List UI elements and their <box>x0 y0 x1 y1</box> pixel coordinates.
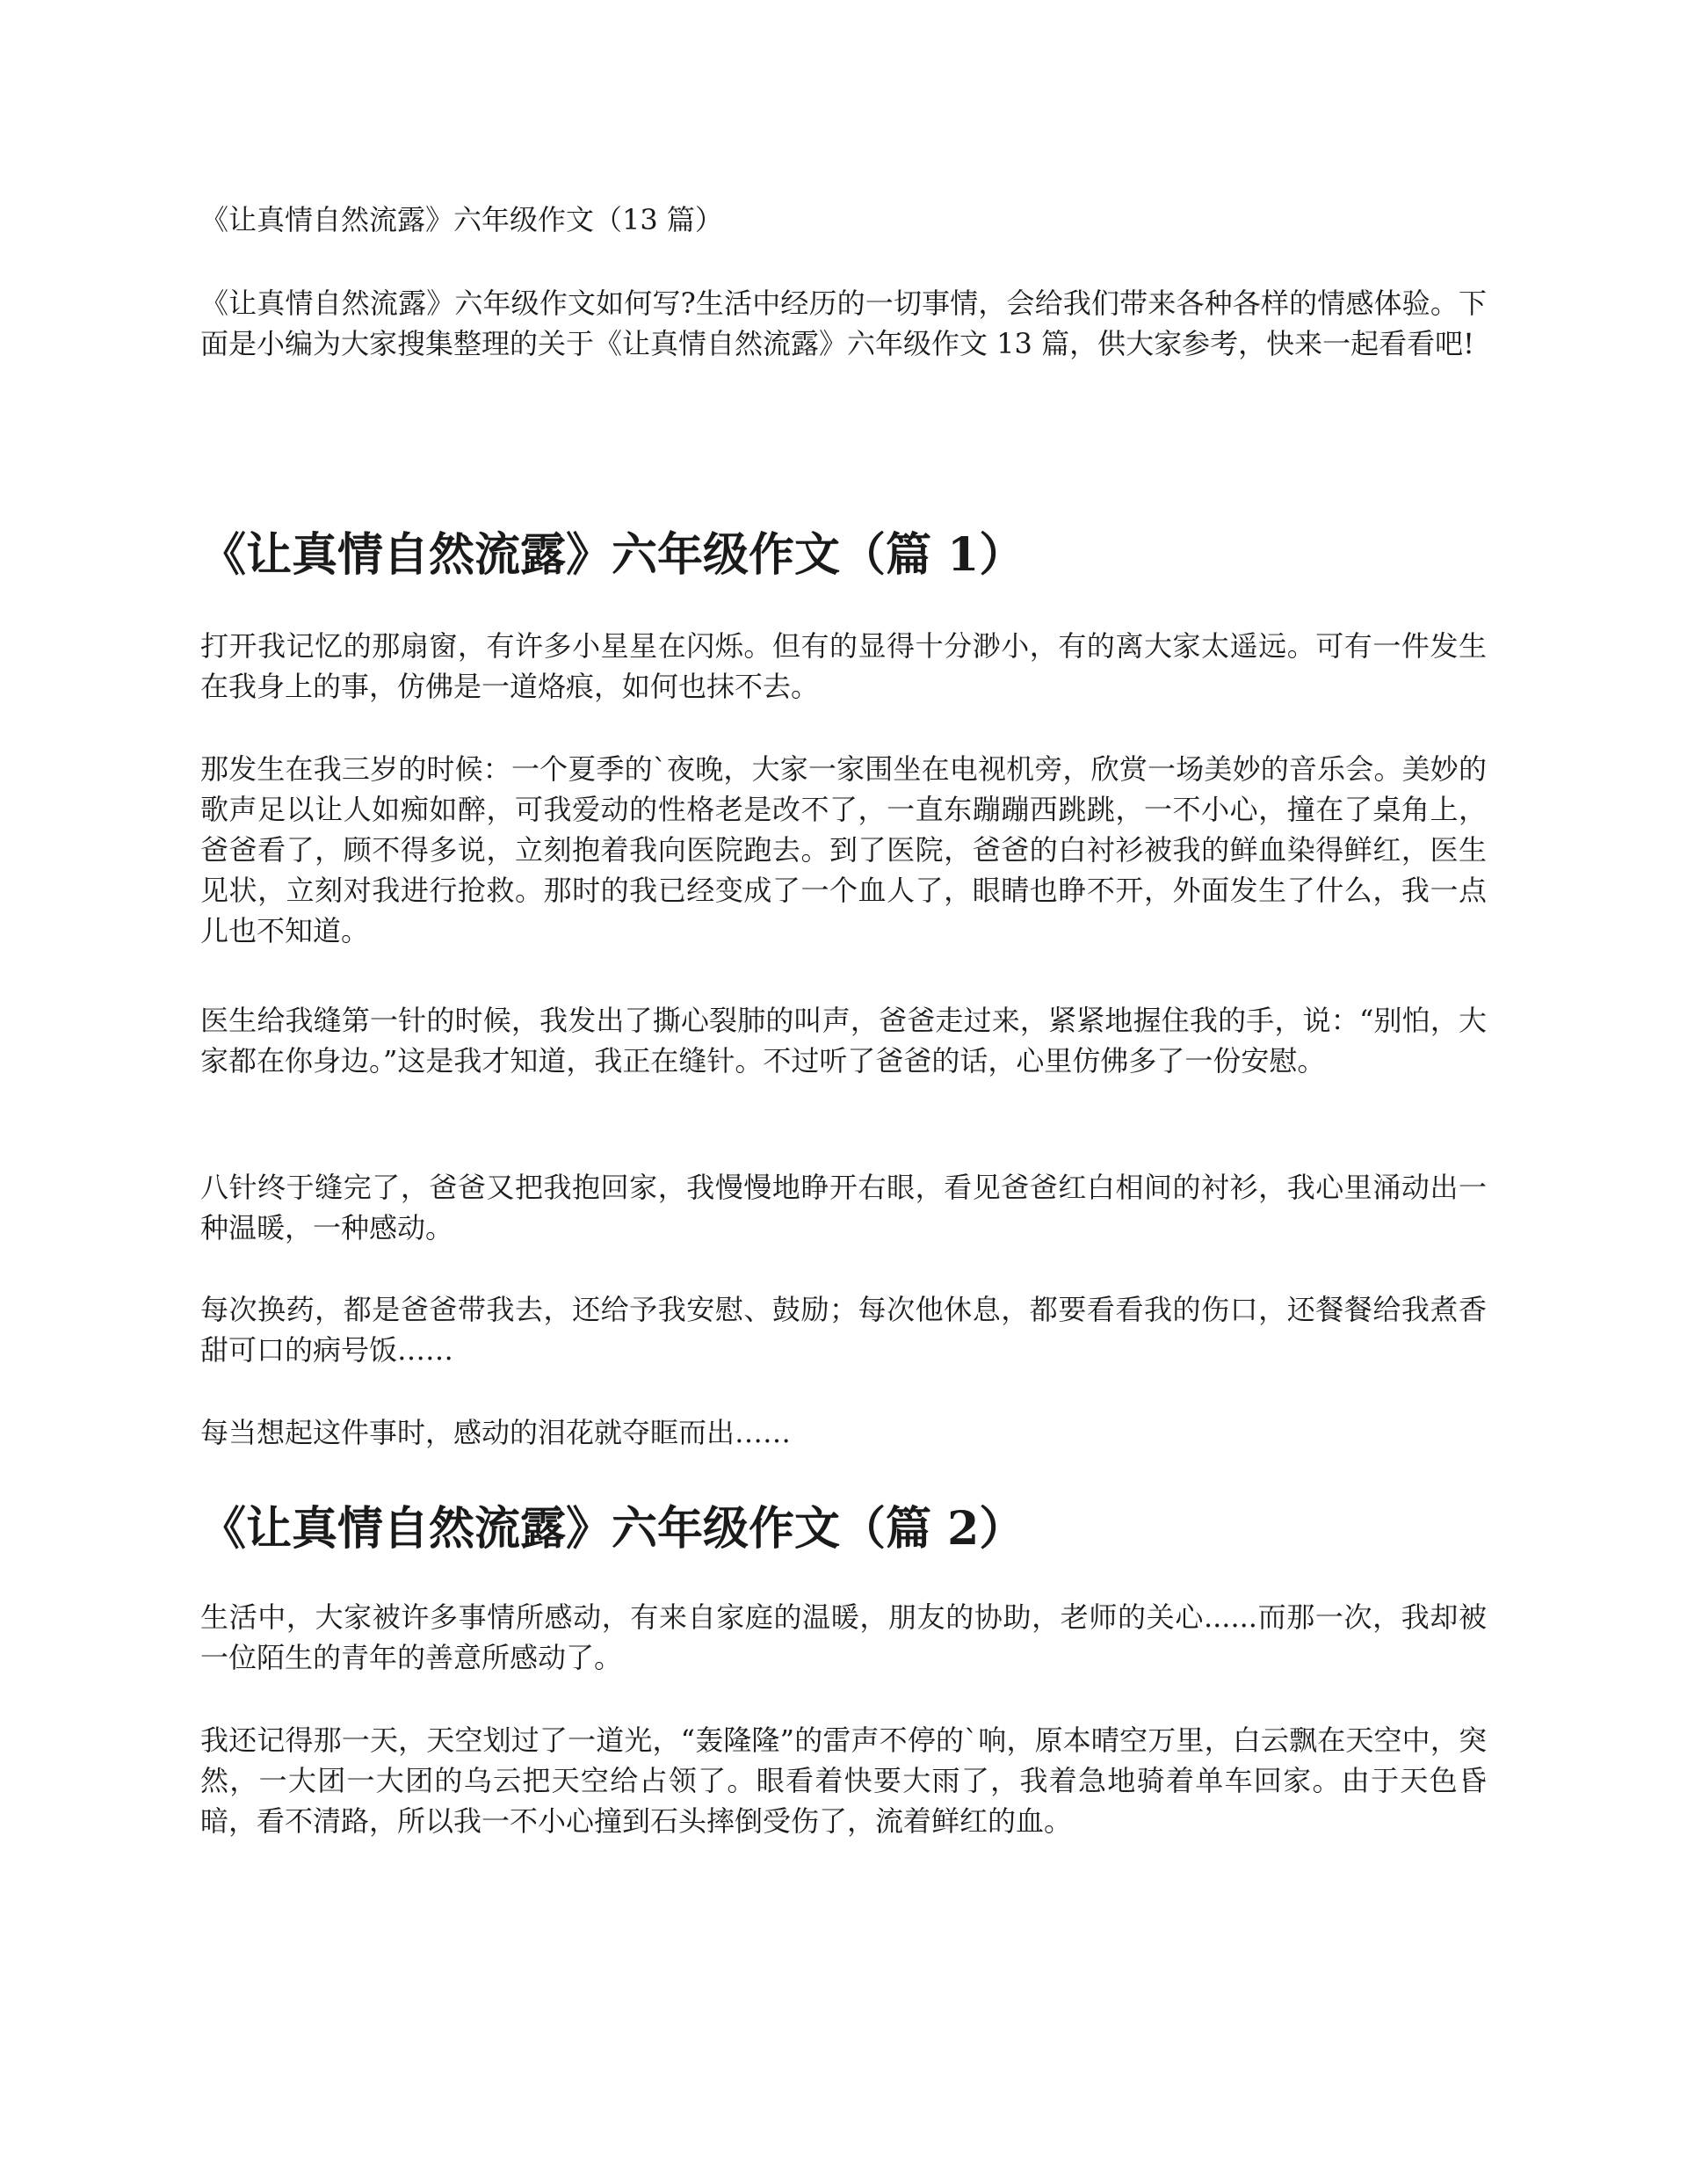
essay-1-paragraph-6: 每当想起这件事时，感动的泪花就夺眶而出…… <box>200 1416 792 1449</box>
essay-1-paragraph-2: 那发生在我三岁的时候：一个夏季的`夜晚，大家一家围坐在电视机旁，欣赏一场美妙的音乐会。美妙的歌声足以让人如痴如醉，可我爱动的性格老是改不了，一直东蹦蹦西跳跳，一不小心，撞在了桌角上，爸爸看了，顾不得多说，立刻抱着我向医院跑去。到了医院，爸爸的白衬衫被我的鲜血染得鲜红，医生见状，立刻对我进行抢救。那时的我已经变成了一个血人了，眼睛也睁不开，外面发生了什么，我一点儿也不知道。 <box>200 752 1487 947</box>
essay-2-paragraph-1: 生活中，大家被许多事情所感动，有来自家庭的温暖，朋友的协助，老师的关心......而那一次，我却被一位陌生的青年的善意所感动了。 <box>200 1600 1487 1674</box>
essay-1-paragraph-4: 八针终于缝完了，爸爸又把我抱回家，我慢慢地睁开右眼，看见爸爸红白相间的衬衫，我心里涌动出一种温暖，一种感动。 <box>200 1171 1487 1244</box>
essay-1-paragraph-1: 打开我记忆的那扇窗，有许多小星星在闪烁。但有的显得十分渺小，有的离大家太遥远。可有一件发生在我身上的事，仿佛是一道烙痕，如何也抹不去。 <box>200 629 1487 703</box>
essay-1-heading: 《让真情自然流露》六年级作文（篇 1） <box>200 528 1025 582</box>
intro-paragraph: 《让真情自然流露》六年级作文如何写?生活中经历的一切事情，会给我们带来各种各样的情感体验。下面是小编为大家搜集整理的关于《让真情自然流露》六年级作文 13 篇，供大家参考，快来一起看看吧! <box>200 287 1487 360</box>
essay-1-paragraph-3: 医生给我缝第一针的时候，我发出了撕心裂肺的叫声，爸爸走过来，紧紧地握住我的手，说：“别怕，大家都在你身边。”这是我才知道，我正在缝针。不过听了爸爸的话，心里仿佛多了一份安慰。 <box>200 1004 1487 1077</box>
essay-2-heading: 《让真情自然流露》六年级作文（篇 2） <box>200 1502 1025 1556</box>
document-title: 《让真情自然流露》六年级作文（13 篇） <box>200 203 723 236</box>
essay-1-paragraph-5: 每次换药，都是爸爸带我去，还给予我安慰、鼓励；每次他休息，都要看看我的伤口，还餐餐给我煮香甜可口的病号饭…… <box>200 1293 1487 1367</box>
essay-2-paragraph-2: 我还记得那一天，天空划过了一道光，“轰隆隆”的雷声不停的`响，原本晴空万里，白云飘在天空中，突然，一大团一大团的乌云把天空给占领了。眼看着快要大雨了，我着急地骑着单车回家。由于天色昏暗，看不清路，所以我一不小心撞到石头摔倒受伤了，流着鲜红的血。 <box>200 1723 1487 1838</box>
